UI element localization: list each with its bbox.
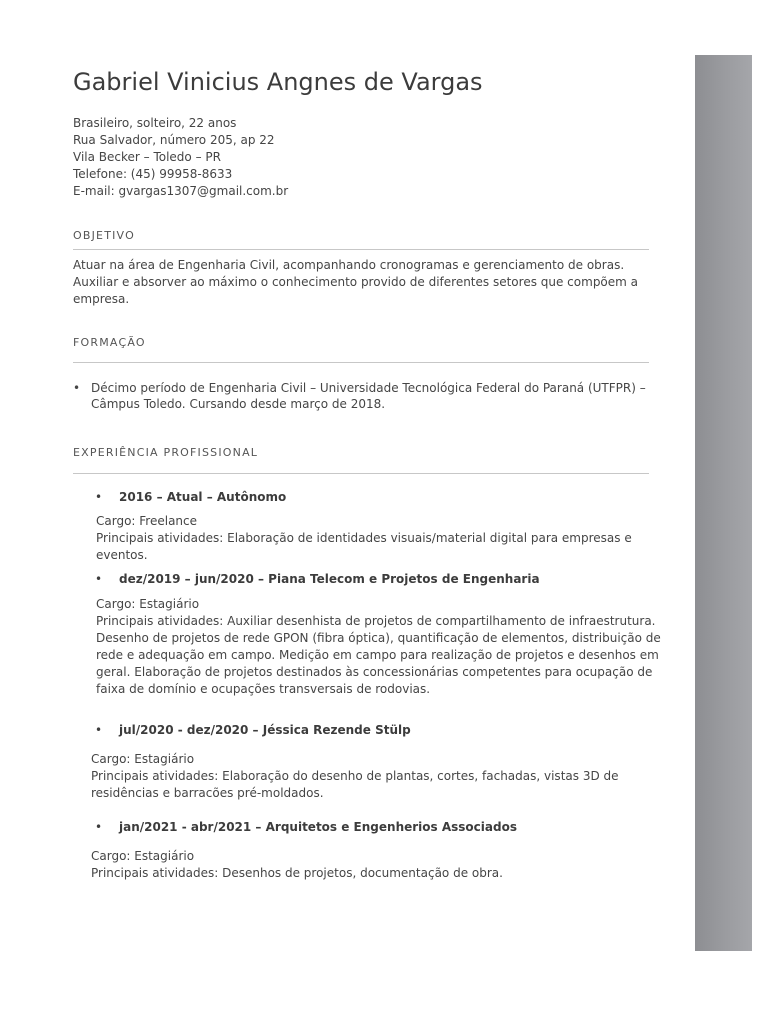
section-title-objetivo: OBJETIVO bbox=[73, 229, 135, 242]
job-heading bbox=[95, 820, 517, 834]
email: E-mail: gvargas1307@gmail.com.br bbox=[73, 184, 289, 198]
section-title-experiencia: EXPERIÊNCIA PROFISSIONAL bbox=[73, 446, 259, 459]
job-atividades: Principais atividades: Elaboração do desenho de plantas, cortes, fachadas, vistas 3D de residências e barracões pré-moldados. bbox=[91, 769, 619, 800]
bullet-icon: • bbox=[73, 381, 81, 395]
section-title-formacao: FORMAÇÃO bbox=[73, 336, 146, 349]
job-atividades: Principais atividades: Desenhos de projetos, documentação de obra. bbox=[91, 866, 503, 880]
personal-info: Brasileiro, solteiro, 22 anos bbox=[73, 116, 237, 130]
job-title: 2016 – Atual – Autônomo bbox=[119, 490, 287, 504]
job-atividades: Principais atividades: Auxiliar desenhista de projetos de compartilhamento de infraestrutura. Desenho de projetos de rede GPON (fibra óptica), quantificação de elementos, distribuição de rede e adequação em campo. Medição em campo para realização de projetos e desenhos em geral. Elaboração de projetos destinados às concessionárias competentes para ocupação de faixa de domínio e ocupações transversais de rodovias. bbox=[96, 614, 661, 696]
phone: Telefone: (45) 99958-8633 bbox=[73, 167, 233, 181]
job-details bbox=[96, 513, 671, 564]
job-cargo: Cargo: Estagiário bbox=[91, 752, 195, 766]
job-cargo: Cargo: Estagiário bbox=[96, 597, 200, 611]
section-divider bbox=[73, 249, 649, 250]
job-title: dez/2019 – jun/2020 – Piana Telecom e Projetos de Engenharia bbox=[119, 572, 540, 586]
candidate-name: Gabriel Vinicius Angnes de Vargas bbox=[73, 68, 483, 96]
job-heading bbox=[95, 490, 286, 504]
job-title: jul/2020 - dez/2020 – Jéssica Rezende Stülp bbox=[119, 723, 411, 737]
bullet-icon: • bbox=[95, 723, 103, 737]
address-city: Vila Becker – Toledo – PR bbox=[73, 150, 221, 164]
job-details bbox=[96, 596, 671, 698]
job-cargo: Cargo: Estagiário bbox=[91, 849, 195, 863]
bullet-icon: • bbox=[95, 820, 103, 834]
formacao-text: Décimo período de Engenharia Civil – Universidade Tecnológica Federal do Paraná (UTFPR) – Câmpus Toledo. Cursando desde março de 2018. bbox=[91, 381, 646, 411]
job-title: jan/2021 - abr/2021 – Arquitetos e Engenherios Associados bbox=[119, 820, 517, 834]
job-heading bbox=[95, 572, 540, 586]
address-street: Rua Salvador, número 205, ap 22 bbox=[73, 133, 275, 147]
bullet-icon: • bbox=[95, 572, 103, 586]
section-divider bbox=[73, 473, 649, 474]
bullet-icon: • bbox=[95, 490, 103, 504]
job-heading bbox=[95, 723, 411, 737]
job-cargo: Cargo: Freelance bbox=[96, 514, 198, 528]
contact-block bbox=[73, 115, 288, 200]
section-divider bbox=[73, 362, 649, 363]
job-details bbox=[91, 848, 666, 882]
decorative-sidebar-bar bbox=[695, 55, 752, 951]
job-atividades: Principais atividades: Elaboração de identidades visuais/material digital para empresas e eventos. bbox=[96, 531, 632, 562]
job-details bbox=[91, 751, 666, 802]
objetivo-text: Atuar na área de Engenharia Civil, acompanhando cronogramas e gerenciamento de obras. Auxiliar e absorver ao máximo o conhecimento provido de diferentes setores que compõem a empresa. bbox=[73, 258, 639, 306]
